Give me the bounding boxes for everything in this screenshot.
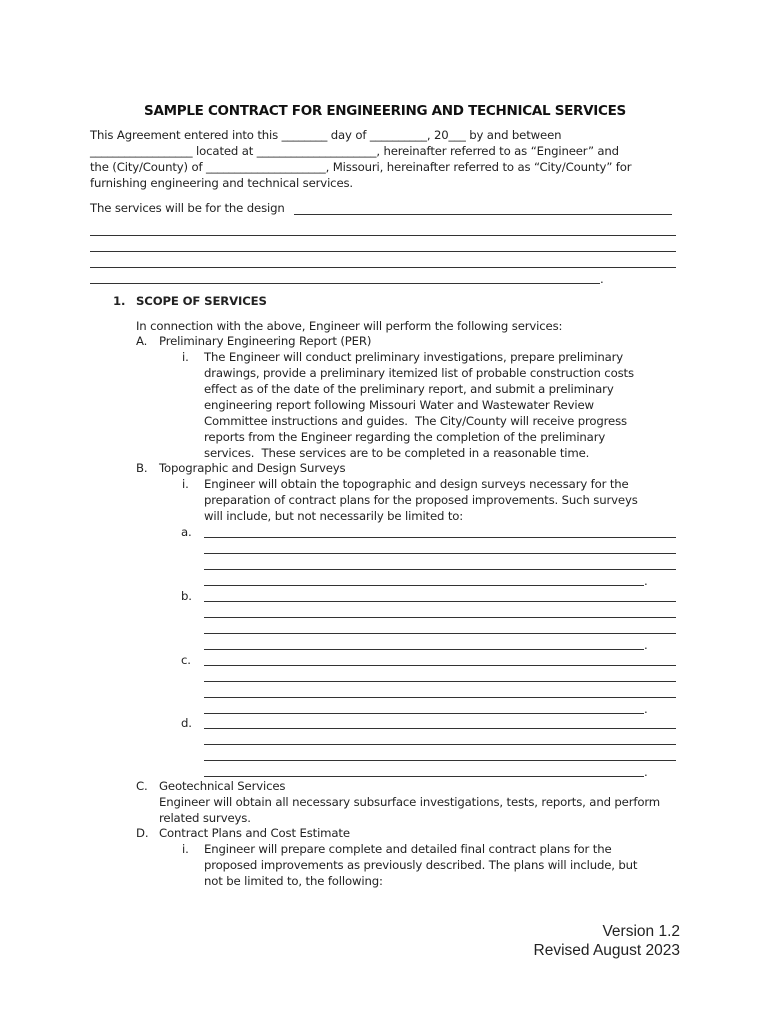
survey-blank-line[interactable] bbox=[204, 649, 644, 650]
intro-line-2: __________________ located at _____________________, hereinafter referred to as “Engineer” and bbox=[90, 144, 619, 158]
item-label-c: C. bbox=[136, 779, 148, 793]
survey-item-label: c. bbox=[181, 653, 191, 667]
intro-line-4: furnishing engineering and technical services. bbox=[90, 176, 353, 190]
survey-blank-line[interactable] bbox=[204, 617, 676, 618]
survey-item-label: b. bbox=[181, 589, 192, 603]
c-text-line: related surveys. bbox=[159, 811, 251, 825]
subitem-label: i. bbox=[182, 350, 189, 364]
survey-blank-line[interactable] bbox=[204, 553, 676, 554]
survey-period: . bbox=[644, 638, 648, 652]
item-label-b: B. bbox=[136, 461, 148, 475]
item-label-d: D. bbox=[136, 826, 149, 840]
intro-line-3: the (City/County) of _____________________, Missouri, hereinafter referred to as “City/County” for bbox=[90, 160, 632, 174]
survey-period: . bbox=[644, 574, 648, 588]
survey-period: . bbox=[644, 702, 648, 716]
c-text-line: Engineer will obtain all necessary subsurface investigations, tests, reports, and perform bbox=[159, 795, 661, 809]
subitem-label: i. bbox=[182, 842, 189, 856]
subitem-label: i. bbox=[182, 477, 189, 491]
survey-item-label: d. bbox=[181, 716, 192, 730]
design-blank-line[interactable] bbox=[90, 283, 600, 284]
a-text-line: Committee instructions and guides. The City/County will receive progress bbox=[204, 414, 627, 428]
a-text-line: services. These services are to be completed in a reasonable time. bbox=[204, 446, 590, 460]
document-title: SAMPLE CONTRACT FOR ENGINEERING AND TECHNICAL SERVICES bbox=[144, 103, 626, 119]
design-blank-line[interactable] bbox=[294, 214, 672, 215]
survey-blank-line[interactable] bbox=[204, 776, 644, 777]
d-text-line: not be limited to, the following: bbox=[204, 874, 383, 888]
survey-blank-line[interactable] bbox=[204, 681, 676, 682]
footer-revised: Revised August 2023 bbox=[533, 942, 680, 959]
section-lead: In connection with the above, Engineer will perform the following services: bbox=[136, 319, 563, 333]
a-text-line: reports from the Engineer regarding the completion of the preliminary bbox=[204, 430, 606, 444]
item-heading-c: Geotechnical Services bbox=[159, 779, 286, 793]
survey-blank-line[interactable] bbox=[204, 713, 644, 714]
a-text-line: engineering report following Missouri Water and Wastewater Review bbox=[204, 398, 594, 412]
item-label-a: A. bbox=[136, 334, 148, 348]
design-blank-line[interactable] bbox=[90, 267, 676, 268]
survey-blank-line[interactable] bbox=[204, 633, 676, 634]
a-text-line: effect as of the date of the preliminary report, and submit a preliminary bbox=[204, 382, 614, 396]
design-period: . bbox=[600, 272, 604, 286]
intro-line-1: This Agreement entered into this ________ day of __________, 20___ by and between bbox=[90, 128, 562, 142]
survey-blank-line[interactable] bbox=[204, 744, 676, 745]
item-heading-d: Contract Plans and Cost Estimate bbox=[159, 826, 350, 840]
design-blank-line[interactable] bbox=[90, 235, 676, 236]
d-text-line: Engineer will prepare complete and detailed final contract plans for the bbox=[204, 842, 612, 856]
survey-period: . bbox=[644, 765, 648, 779]
survey-blank-line[interactable] bbox=[204, 665, 676, 666]
b-text-line: Engineer will obtain the topographic and design surveys necessary for the bbox=[204, 477, 629, 491]
survey-blank-line[interactable] bbox=[204, 569, 676, 570]
survey-item-label: a. bbox=[181, 525, 192, 539]
survey-blank-line[interactable] bbox=[204, 585, 644, 586]
services-design-label: The services will be for the design bbox=[90, 201, 285, 215]
survey-blank-line[interactable] bbox=[204, 601, 676, 602]
a-text-line: The Engineer will conduct preliminary investigations, prepare preliminary bbox=[204, 350, 624, 364]
section-heading: SCOPE OF SERVICES bbox=[136, 294, 267, 308]
section-number: 1. bbox=[113, 294, 126, 308]
item-heading-b: Topographic and Design Surveys bbox=[159, 461, 346, 475]
b-text-line: will include, but not necessarily be limited to: bbox=[204, 509, 464, 523]
d-text-line: proposed improvements as previously described. The plans will include, but bbox=[204, 858, 638, 872]
survey-blank-line[interactable] bbox=[204, 760, 676, 761]
item-heading-a: Preliminary Engineering Report (PER) bbox=[159, 334, 372, 348]
design-blank-line[interactable] bbox=[90, 251, 676, 252]
footer-version: Version 1.2 bbox=[602, 923, 680, 940]
survey-blank-line[interactable] bbox=[204, 537, 676, 538]
a-text-line: drawings, provide a preliminary itemized list of probable construction costs bbox=[204, 366, 634, 380]
b-text-line: preparation of contract plans for the proposed improvements. Such surveys bbox=[204, 493, 638, 507]
survey-blank-line[interactable] bbox=[204, 697, 676, 698]
survey-blank-line[interactable] bbox=[204, 728, 676, 729]
